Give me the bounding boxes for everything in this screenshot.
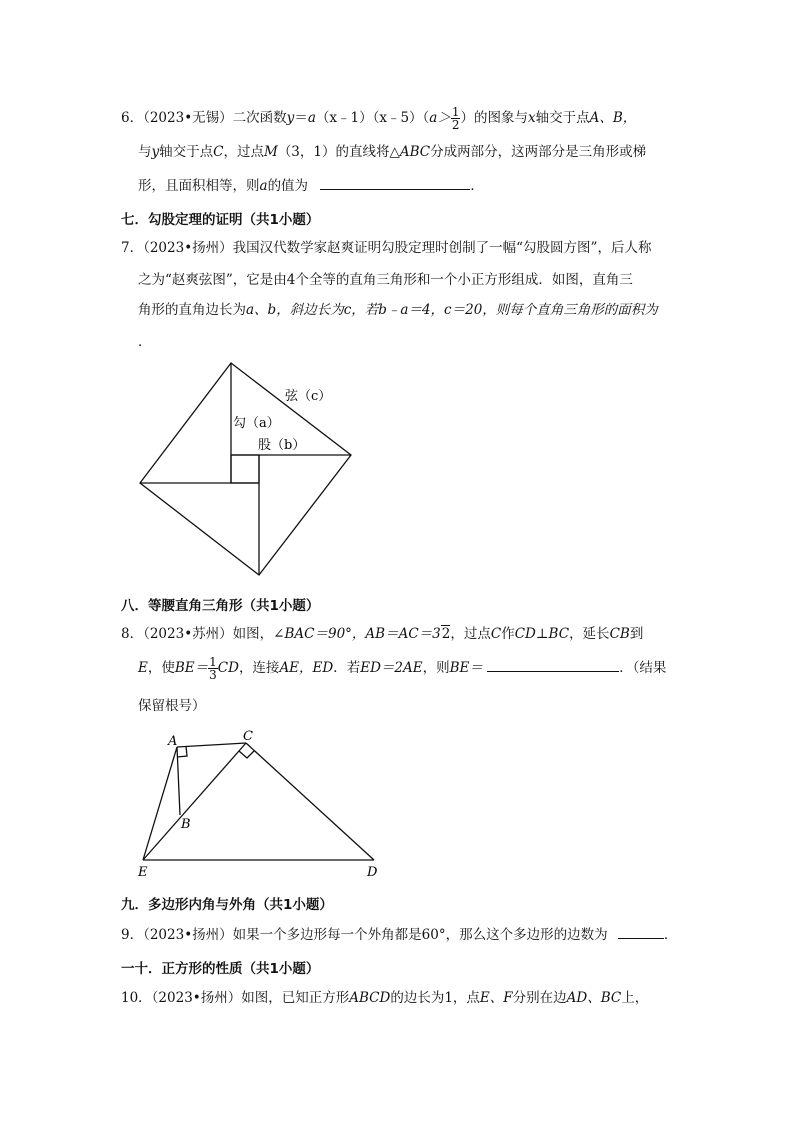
vertex-label-E: E (138, 865, 148, 880)
q9-line1: 9．（2023•扬州）如果一个多边形每一个外角都是60°，那么这个多边形的边数为 ． (121, 924, 677, 945)
section-heading-8: 八．等腰直角三角形（共1小题） (121, 598, 320, 614)
answer-blank[interactable] (320, 175, 470, 190)
answer-blank[interactable] (618, 924, 664, 939)
label-short-leg: 勾（a） (233, 416, 280, 431)
inner-square (231, 455, 259, 483)
q8-line2: E，使BE＝ $\frac{1}{3}$ CD，连接AE，ED．若ED＝2AE，则BE＝ ．（结果 (138, 655, 667, 682)
q7-line4: ． (138, 334, 152, 350)
q7-line2: 之为“赵爽弦图”，它是由4个全等的直角三角形和一个小正方形组成．如图，直角三 (138, 272, 633, 288)
label-hypotenuse: 弦（c） (285, 389, 332, 404)
zhao-shuang-figure (130, 355, 370, 585)
segment-CD (246, 743, 374, 860)
vertex-label-A: A (168, 734, 178, 749)
vertex-label-C: C (243, 729, 253, 744)
q6-line3: 形，且面积相等，则a的值为 ． (138, 175, 484, 196)
fraction-one-half: $\frac{1}{2}$ (451, 105, 460, 132)
q6-line1: 6．（2023•无锡）二次函数y＝a（x﹣1）（x﹣5）（a＞ $\frac{1}{2}$ ）的图象与x轴交于点A、B， (121, 105, 637, 132)
right-angle-mark-C (239, 751, 254, 758)
segment-CE (143, 743, 246, 860)
fraction-one-third: $\frac{1}{3}$ (209, 655, 217, 682)
segment-AE (143, 747, 177, 860)
sqrt-two: 2 (441, 626, 451, 642)
q10-line1: 10．（2023•扬州）如图，已知正方形ABCD的边长为1，点E、F分别在边AD、BC上， (121, 990, 649, 1006)
q6-line2: 与y轴交于点C，过点M（3，1）的直线将△ABC分成两部分，这两部分是三角形或梯 (138, 144, 647, 160)
section-heading-10: 一十．正方形的性质（共1小题） (121, 961, 320, 977)
vertex-label-B: B (181, 817, 191, 832)
q7-line1: 7．（2023•扬州）我国汉代数学家赵爽证明勾股定理时创制了一幅“勾股圆方图”，后人称 (121, 240, 652, 256)
q8-line1: 8．（2023•苏州）如图，∠BAC＝90°，AB＝AC＝32，过点C作CD⊥BC，延长CB到 (121, 626, 644, 642)
q7-line3: 角形的直角边长为a、b，斜边长为c，若b﹣a＝4，c＝20，则每个直角三角形的面积为 (138, 302, 658, 318)
triangle-figure (130, 725, 390, 880)
vertex-label-D: D (367, 865, 378, 880)
answer-blank[interactable] (487, 657, 619, 672)
section-heading-7: 七．勾股定理的证明（共1小题） (121, 212, 320, 228)
section-heading-9: 九．多边形内角与外角（共1小题） (121, 897, 333, 913)
label-long-leg: 股（b） (258, 438, 306, 453)
segment-AC (177, 743, 246, 747)
q8-line3: 保留根号） (138, 698, 206, 714)
right-angle-mark-A (177, 746, 187, 757)
